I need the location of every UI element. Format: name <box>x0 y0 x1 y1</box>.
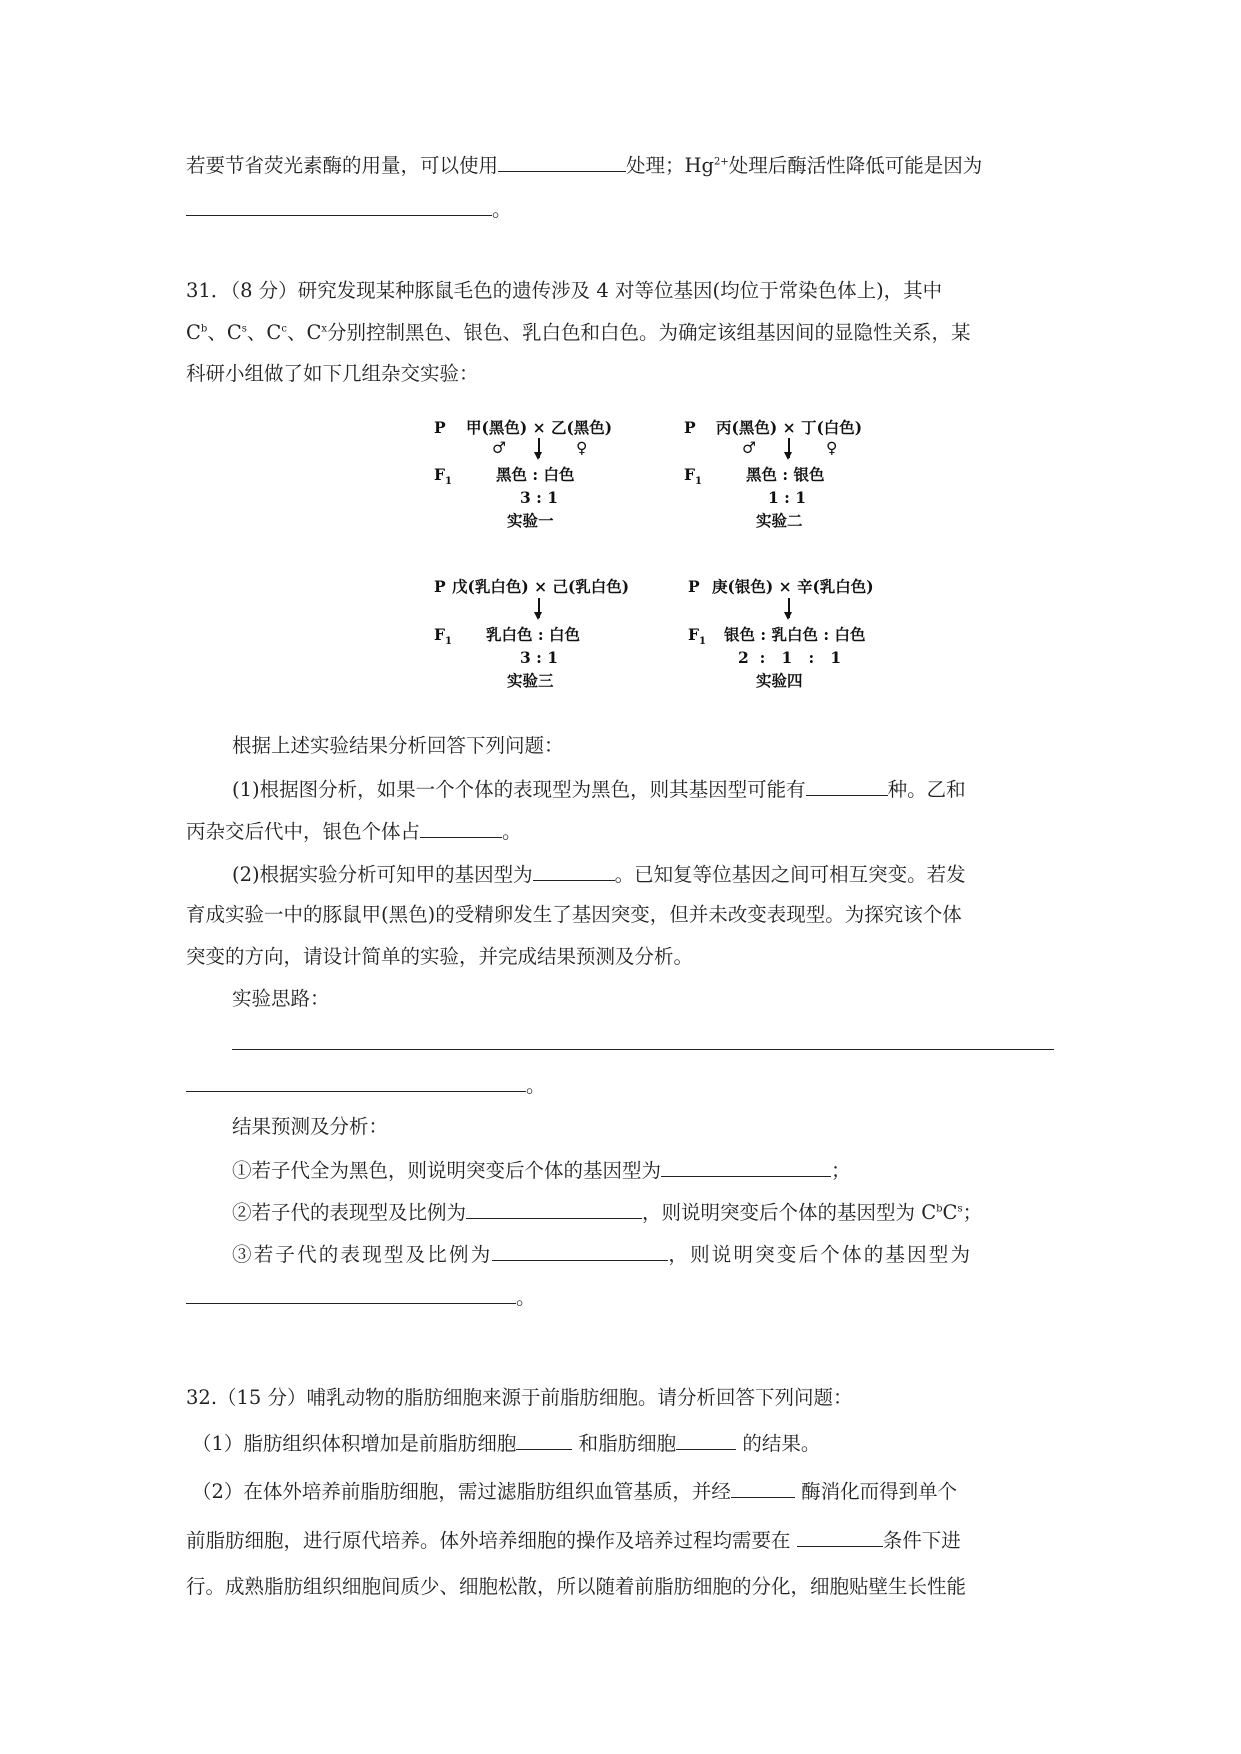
cross: 丙(黑色) × 丁(白色) <box>716 418 863 437</box>
q32-part2-line1 <box>192 1477 957 1505</box>
answer-blank[interactable] <box>661 1156 831 1177</box>
female-symbol: ♀ <box>576 438 588 457</box>
cross: 甲(黑色) × 乙(黑色) <box>466 418 613 437</box>
ratio: 3 : 1 <box>520 648 559 667</box>
text: 种。乙和 <box>887 778 966 801</box>
result-label: 结果预测及分析： <box>232 1115 389 1138</box>
text: 和脂肪细胞 <box>572 1432 677 1455</box>
text: ； <box>831 1159 851 1182</box>
q31-part2-line3: 突变的方向，请设计简单的实验，并完成结果预测及分析。 <box>186 945 694 968</box>
ratio: 3 : 1 <box>520 488 559 507</box>
result-3-line-2 <box>186 1283 536 1311</box>
period: 。 <box>526 1074 546 1097</box>
answer-blank[interactable] <box>186 1071 526 1092</box>
answer-blank[interactable] <box>186 1283 516 1304</box>
allele: C <box>306 321 322 344</box>
answer-line[interactable] <box>232 1049 1054 1050</box>
allele-sup: x <box>321 323 328 335</box>
phenotypes: 黑色 : 白色 <box>496 465 575 484</box>
answer-blank[interactable] <box>186 195 492 216</box>
p-label: P <box>434 577 446 596</box>
text: 。已知复等位基因之间可相互突变。若发 <box>614 863 966 886</box>
result-1 <box>232 1156 851 1184</box>
p-label: P <box>684 418 696 437</box>
answer-blank[interactable] <box>498 151 626 172</box>
text: C <box>942 1201 958 1224</box>
superscript: 2+ <box>714 156 729 168</box>
q30-line-2 <box>186 195 512 223</box>
p-label: P <box>434 418 446 437</box>
text: 条件下进 <box>882 1529 961 1552</box>
experiment-name: 实验三 <box>507 671 554 690</box>
period: 。 <box>502 820 522 843</box>
idea-line-2 <box>186 1071 546 1099</box>
text: (2)根据实验分析可知甲的基因型为 <box>232 863 533 886</box>
q31-heading: 31．（8 分）研究发现某种豚鼠毛色的遗传涉及 4 对等位基因(均位于常染色体上)，其中 <box>186 279 943 302</box>
result-3 <box>232 1240 972 1268</box>
allele-sup: c <box>281 323 287 335</box>
text: 的结果。 <box>736 1432 821 1455</box>
male-symbol: ♂ <box>742 438 756 457</box>
sep: 、 <box>286 321 307 344</box>
sep: 、 <box>246 321 267 344</box>
ratio: 2 : 1 : 1 <box>738 648 842 667</box>
sep: 、 <box>207 321 227 344</box>
cross: 庚(银色) × 辛(乳白色) <box>712 577 874 596</box>
text: ①若子代全为黑色，则说明突变后个体的基因型为 <box>232 1159 662 1182</box>
q31-line-2-text: 分别控制黑色、银色、乳白色和白色。为确定该组基因间的显隐性关系，某 <box>327 321 971 344</box>
f1-label: $F_1$ <box>684 465 702 488</box>
q30-line-1 <box>186 151 982 179</box>
down-arrow-icon <box>788 438 790 458</box>
p-label: P <box>688 577 700 596</box>
answer-blank[interactable] <box>492 1240 668 1261</box>
text: ②若子代的表现型及比例为 <box>232 1201 467 1224</box>
period: 。 <box>516 1286 536 1309</box>
q30-text-a: 若要节省荧光素酶的用量，可以使用 <box>186 154 499 177</box>
allele-sup: s <box>241 323 247 335</box>
text: 前脂肪细胞，进行原代培养。体外培养细胞的操作及培养过程均需要在 <box>186 1529 797 1552</box>
allele-sup: s <box>957 1203 963 1215</box>
allele: C <box>186 321 201 344</box>
answer-blank[interactable] <box>516 1429 572 1450</box>
text: （2）在体外培养前脂肪细胞，需过滤脂肪组织血管基质，并经 <box>192 1480 731 1503</box>
q31-part2-line1 <box>232 860 966 888</box>
down-arrow-icon <box>538 438 540 458</box>
text: (1)根据图分析，如果一个个体的表现型为黑色，则其基因型可能有 <box>232 778 806 801</box>
cross: 戊(乳白色) × 己(乳白色) <box>452 577 630 596</box>
down-arrow-icon <box>538 598 540 618</box>
f1-label: $F_1$ <box>688 625 706 648</box>
allele-sup: b <box>200 323 208 335</box>
phenotypes: 银色 : 乳白色 : 白色 <box>724 625 866 644</box>
q31-part1-line2 <box>186 817 522 845</box>
f1-label: $F_1$ <box>434 465 452 488</box>
q32-part2-line2 <box>186 1526 961 1554</box>
q31-line-2 <box>186 320 971 346</box>
text: （1）脂肪组织体积增加是前脂肪细胞 <box>192 1432 517 1455</box>
allele-sup: b <box>936 1203 943 1215</box>
q32-part2-line3: 行。成熟脂肪组织细胞间质少、细胞松散，所以随着前脂肪细胞的分化，细胞贴壁生长性能 <box>186 1575 967 1598</box>
female-symbol: ♀ <box>826 438 838 457</box>
allele: C <box>226 321 242 344</box>
q31-intro: 根据上述实验结果分析回答下列问题： <box>232 734 564 757</box>
answer-blank[interactable] <box>797 1526 883 1547</box>
phenotypes: 乳白色 : 白色 <box>486 625 581 644</box>
result-2 <box>232 1198 982 1226</box>
experiment-name: 实验二 <box>756 511 803 530</box>
allele: C <box>266 321 282 344</box>
answer-blank[interactable] <box>806 775 888 796</box>
idea-label: 实验思路： <box>232 987 330 1010</box>
text: 酶消化而得到单个 <box>794 1480 958 1503</box>
answer-blank[interactable] <box>466 1198 642 1219</box>
down-arrow-icon <box>788 598 790 618</box>
q31-line-3: 科研小组做了如下几组杂交实验： <box>186 362 479 385</box>
experiment-name: 实验一 <box>507 511 554 530</box>
q32-part1 <box>192 1429 820 1457</box>
period: 。 <box>492 198 512 221</box>
text: 丙杂交后代中，银色个体占 <box>186 820 421 843</box>
answer-blank[interactable] <box>533 860 615 881</box>
ratio: 1 : 1 <box>768 488 807 507</box>
q32-heading: 32.（15 分）哺乳动物的脂肪细胞来源于前脂肪细胞。请分析回答下列问题： <box>186 1386 853 1409</box>
q31-part1-line1 <box>232 775 966 803</box>
phenotypes: 黑色 : 银色 <box>746 465 825 484</box>
answer-blank[interactable] <box>731 1477 795 1498</box>
text: ，则说明突变后个体的基因型为 <box>668 1243 973 1266</box>
text: ； <box>962 1201 983 1224</box>
q30-text-c: 处理后酶活性降低可能是因为 <box>728 154 983 177</box>
text: ③若子代的表现型及比例为 <box>232 1243 493 1266</box>
q30-text-b: 处理；Hg <box>626 154 715 177</box>
f1-label: $F_1$ <box>434 625 452 648</box>
text: ，则说明突变后个体的基因型为 C <box>642 1201 937 1224</box>
answer-blank[interactable] <box>676 1429 736 1450</box>
q31-part2-line2: 育成实验一中的豚鼠甲(黑色)的受精卵发生了基因突变，但并未改变表现型。为探究该个体 <box>186 903 962 926</box>
male-symbol: ♂ <box>492 438 506 457</box>
answer-blank[interactable] <box>420 817 502 838</box>
experiment-name: 实验四 <box>756 671 803 690</box>
